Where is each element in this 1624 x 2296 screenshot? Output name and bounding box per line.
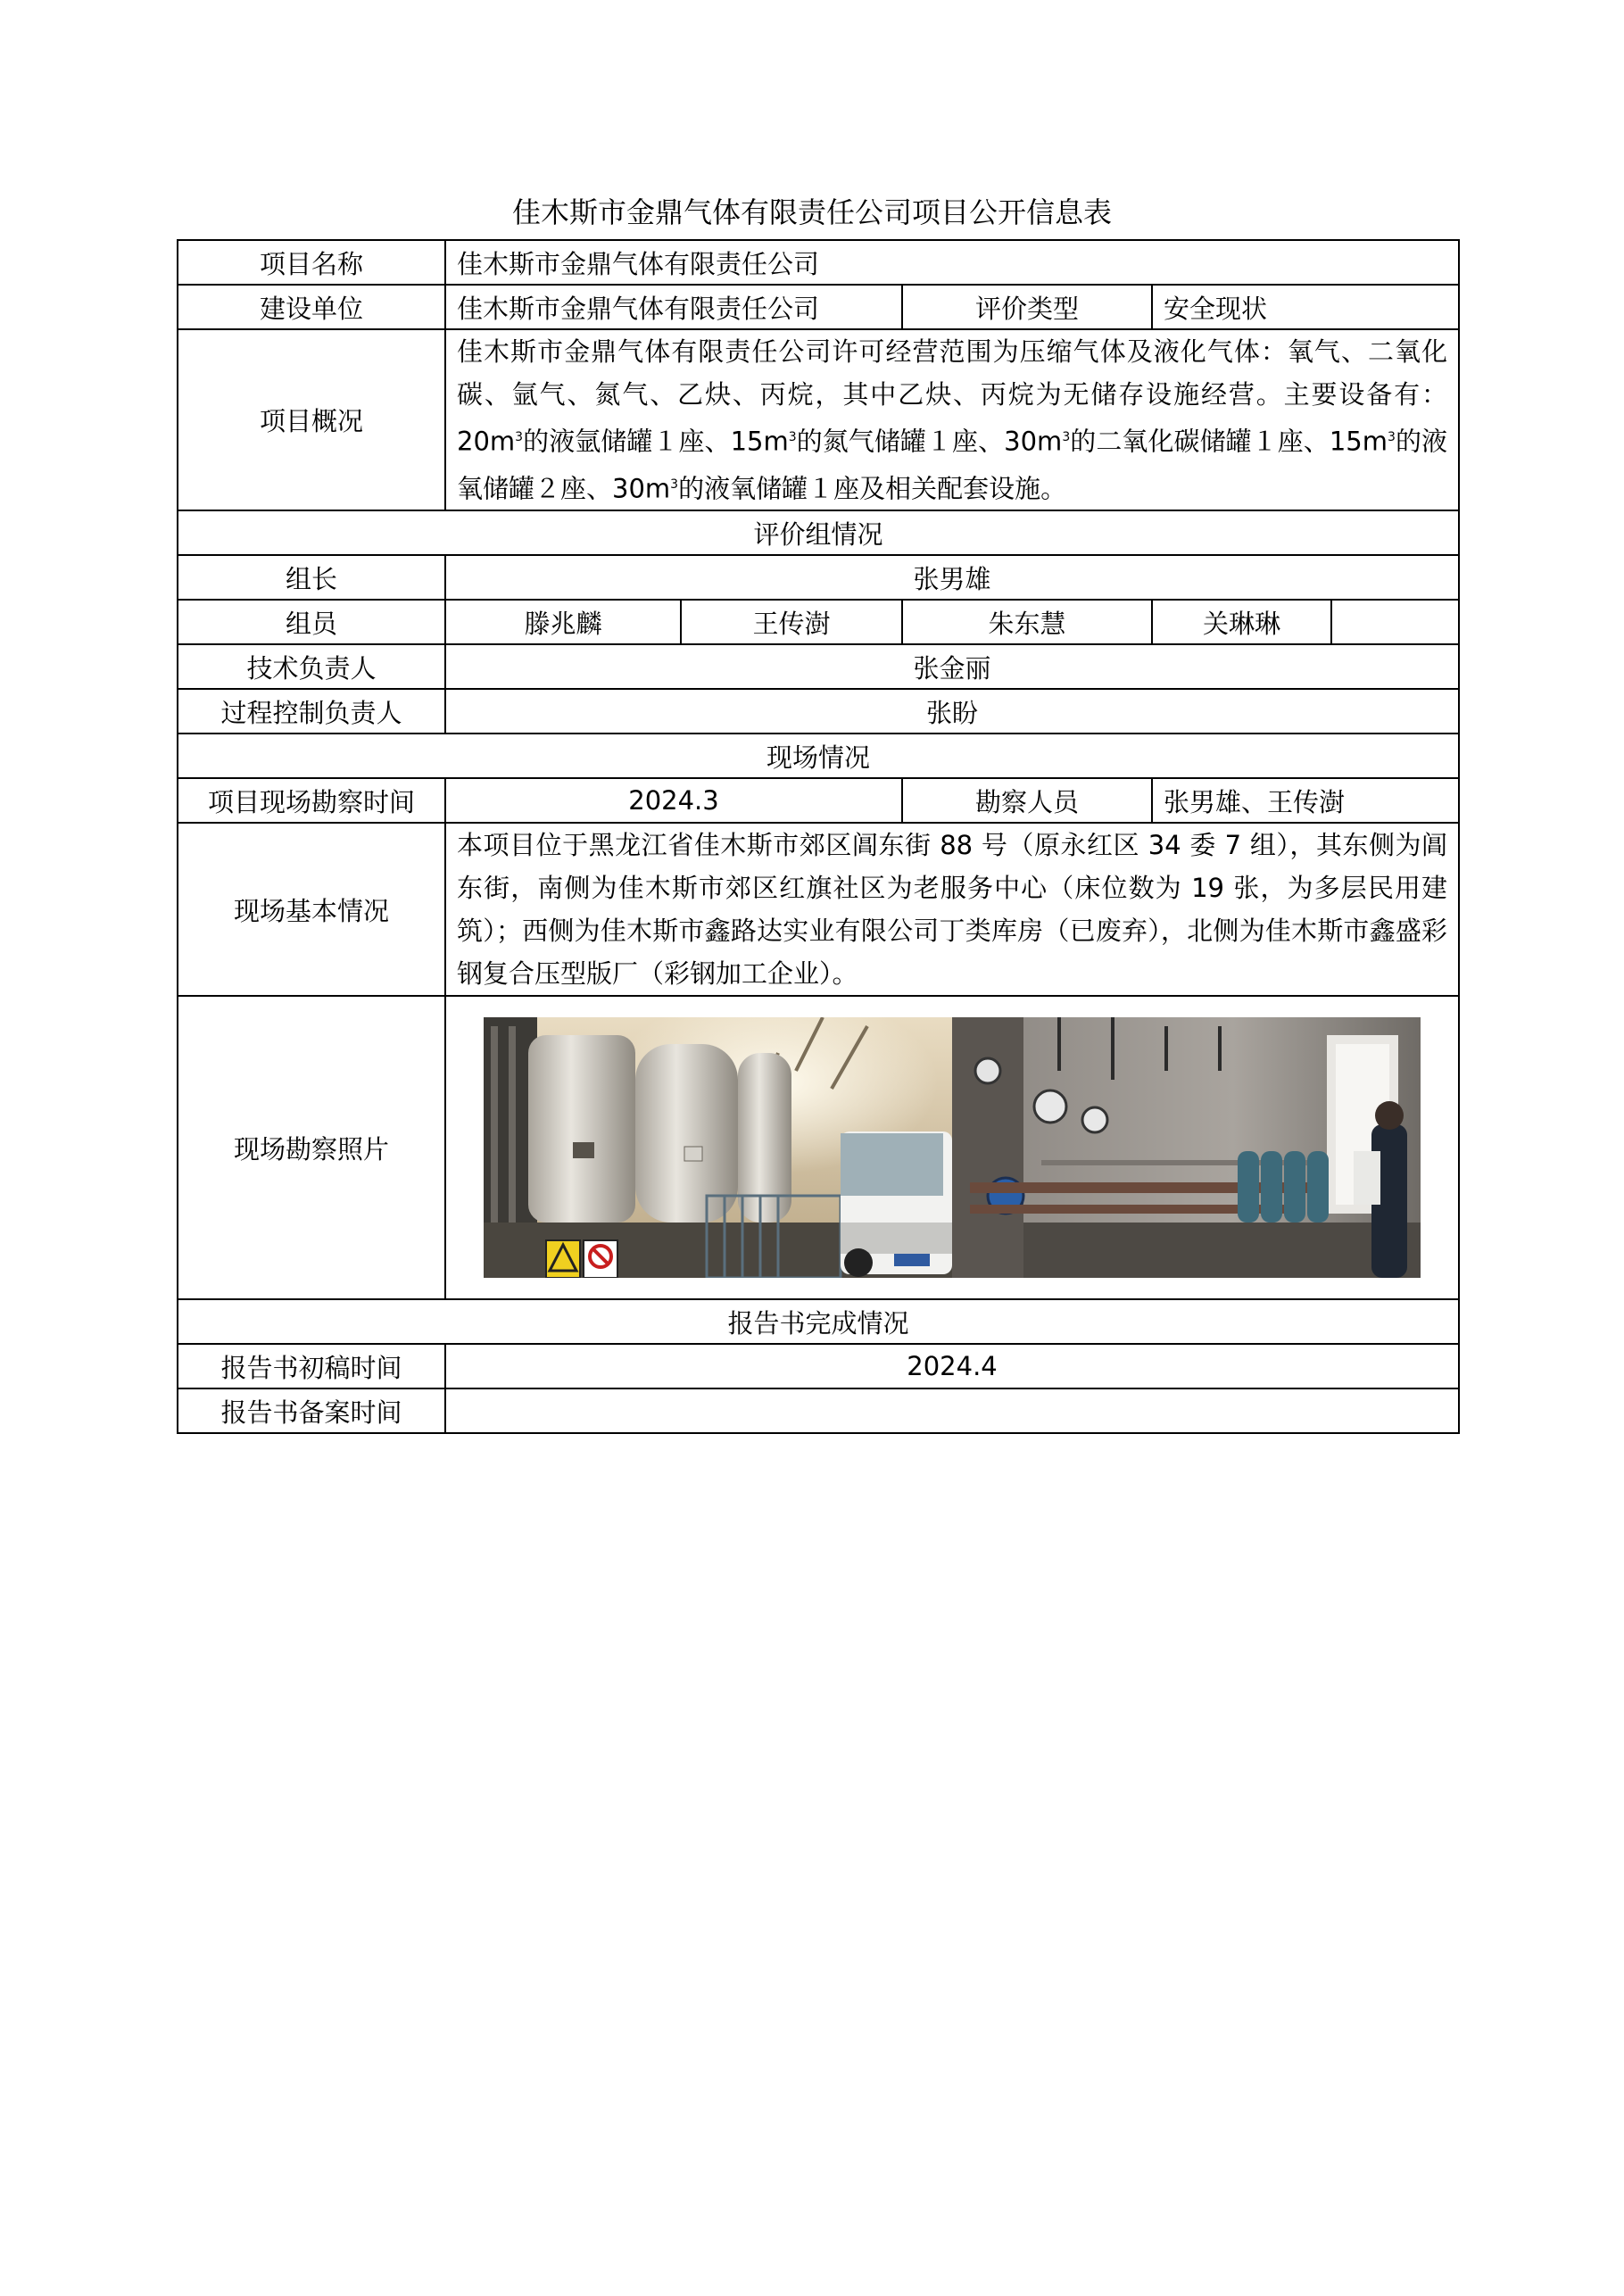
project-name-label: 项目名称 [178,240,445,285]
row-tech [178,644,1459,689]
sup: 3 [1062,430,1071,444]
survey-staff-value: 张男雄、王传澍 [1152,778,1459,823]
builder-label: 建设单位 [178,285,445,329]
row-members [178,600,1459,644]
row-report-header [178,1299,1459,1344]
members-split-cell [1152,600,1459,644]
group-header: 评价组情况 [178,510,1459,555]
filing-label: 报告书备案时间 [178,1388,445,1433]
row-leader [178,555,1459,600]
member-name: 滕兆麟 [445,600,681,644]
leader-label: 组长 [178,555,445,600]
sup: 3 [788,430,797,444]
site-header: 现场情况 [178,734,1459,778]
overview-part: 的二氧化碳储罐１座、15m [1070,426,1388,457]
sup: 3 [670,477,679,492]
overview-text [445,329,1459,510]
row-filing [178,1388,1459,1433]
report-header: 报告书完成情况 [178,1299,1459,1344]
row-survey [178,778,1459,823]
process-label: 过程控制负责人 [178,689,445,734]
overview-part: 的液氩储罐１座、15m [523,426,789,457]
member-name: 关琳琳 [1153,601,1332,643]
survey-time-value: 2024.3 [445,778,902,823]
process-value: 张盼 [445,689,1459,734]
row-site-header [178,734,1459,778]
overview-part: 的液氧储罐１座及相关配套设施。 [678,473,1067,504]
site-basic-text: 本项目位于黑龙江省佳木斯市郊区阊东街 88 号（原永红区 34 委 7 组），其东侧为阊东街，南侧为佳木斯市郊区红旗社区为老服务中心（床位数为 19 张，为多层民用建筑）；西侧为佳木斯市鑫路达实业有限公司丁类库房（已废弃），北侧为佳木斯市鑫盛彩钢复合压型版厂（彩钢加工企业）。 [445,823,1459,996]
draft-value: 2024.4 [445,1344,1459,1388]
sup: 3 [515,430,524,444]
row-group-header [178,510,1459,555]
row-builder [178,285,1459,329]
row-overview [178,329,1459,510]
photo-filling-room [952,1017,1421,1278]
member-name: 朱东慧 [902,600,1152,644]
members-label: 组员 [178,600,445,644]
member-name [1332,601,1458,643]
row-site-basic [178,823,1459,996]
survey-staff-label: 勘察人员 [902,778,1152,823]
eval-type-value: 安全现状 [1152,285,1459,329]
builder-value: 佳木斯市金鼎气体有限责任公司 [445,285,902,329]
site-basic-label: 现场基本情况 [178,823,445,996]
site-photo-label: 现场勘察照片 [178,996,445,1299]
member-name: 王传澍 [681,600,902,644]
eval-type-label: 评价类型 [902,285,1152,329]
overview-part: 的液氧储罐２座、30m [457,426,1448,504]
row-project-name [178,240,1459,285]
row-site-photo [178,996,1459,1299]
photo-tanks [484,1017,952,1278]
leader-value: 张男雄 [445,555,1459,600]
site-photo-cell [445,996,1459,1299]
tech-label: 技术负责人 [178,644,445,689]
filing-value [445,1388,1459,1433]
row-draft [178,1344,1459,1388]
overview-part: 佳木斯市金鼎气体有限责任公司许可经营范围为压缩气体及液化气体：氧气、二氧化碳、氩气、氮气、乙炔、丙烷，其中乙炔、丙烷为无储存设施经营。主要设备有：20m [457,336,1448,457]
survey-time-label: 项目现场勘察时间 [178,778,445,823]
project-name-value: 佳木斯市金鼎气体有限责任公司 [445,240,1459,285]
overview-part: 的氮气储罐１座、30m [796,426,1063,457]
page-title: 佳木斯市金鼎气体有限责任公司项目公开信息表 [511,195,1112,229]
site-photos [484,1017,1421,1278]
draft-label: 报告书初稿时间 [178,1344,445,1388]
sup: 3 [1388,430,1396,444]
overview-label: 项目概况 [178,329,445,510]
info-table [177,239,1460,1434]
tech-value: 张金丽 [445,644,1459,689]
row-process [178,689,1459,734]
